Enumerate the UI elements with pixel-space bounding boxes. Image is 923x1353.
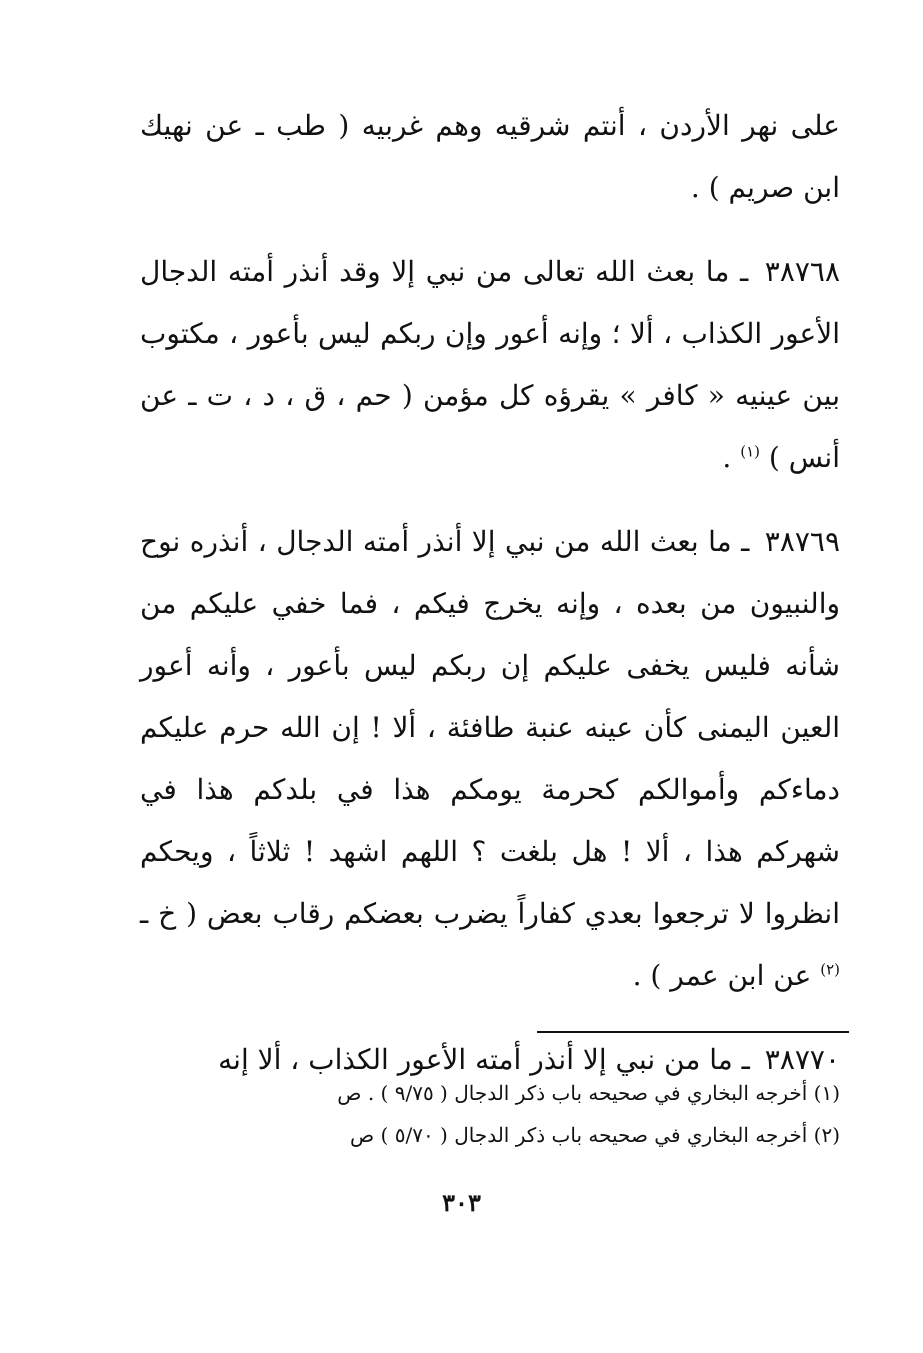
paragraph-tail: عن ابن عمر ) . <box>632 959 812 992</box>
footnote-ref[interactable]: (١) <box>740 442 760 461</box>
footnote-ref[interactable]: (٢) <box>820 960 840 979</box>
footnote-divider <box>537 1031 849 1033</box>
hadith-38768 <box>140 241 840 489</box>
footnote-2: (٢) أخرجه البخاري في صحيحه باب ذكر الدجال ( ٥/٧٠ ) ص <box>350 1123 840 1147</box>
paragraph-text: ـ ما بعث الله من نبي إلا أنذر أمته الدجال ، أنذره نوح والنبيون من بعده ، وإنه يخرج فيكم ، فما خفي عليكم من شأنه فليس يخفى عليكم إن ربكم ليس بأعور ، وأنه أعور العين اليمنى كأن عينه عنبة طافئة ، ألا ! إن الله حرم عليكم دماءكم وأموالكم كحرمة يومكم هذا في بلدكم هذا في شهركم هذا ، ألا ! هل بلغت ؟ اللهم اشهد ! ثلاثاً ، ويحكم انظروا لا ترجعوا بعدي كفاراً يضرب بعضكم رقاب بعض ( خ ـ <box>140 525 840 930</box>
hadith-number: ٣٨٧٦٨ <box>764 255 840 288</box>
main-text <box>140 95 840 1113</box>
paragraph-text: ـ ما بعث الله تعالى من نبي إلا وقد أنذر أمته الدجال الأعور الكذاب ، ألا ؛ وإنه أعور وإن ربكم ليس بأعور ، مكتوب بين عينيه « كافر » يقرؤه كل مؤمن ( حم ، ق ، د ، ت ـ عن أنس ) <box>140 255 840 474</box>
hadith-number: ٣٨٧٧٠ <box>764 1043 840 1076</box>
page-number: ٣٠٣ <box>442 1188 481 1217</box>
footnote-1: (١) أخرجه البخاري في صحيحه باب ذكر الدجال ( ٩/٧٥ ) . ص <box>337 1081 840 1105</box>
hadith-number: ٣٨٧٦٩ <box>764 525 840 558</box>
footnotes <box>200 1072 840 1156</box>
hadith-38769 <box>140 511 840 1007</box>
paragraph-continuation <box>140 95 840 219</box>
paragraph-text: ـ ما من نبي إلا أنذر أمته الأعور الكذاب ، ألا إنه <box>218 1043 750 1076</box>
paragraph-tail: . <box>722 441 732 474</box>
paragraph-text: على نهر الأردن ، أنتم شرقيه وهم غربيه ( طب ـ عن نهيك ابن صريم ) . <box>140 109 840 204</box>
